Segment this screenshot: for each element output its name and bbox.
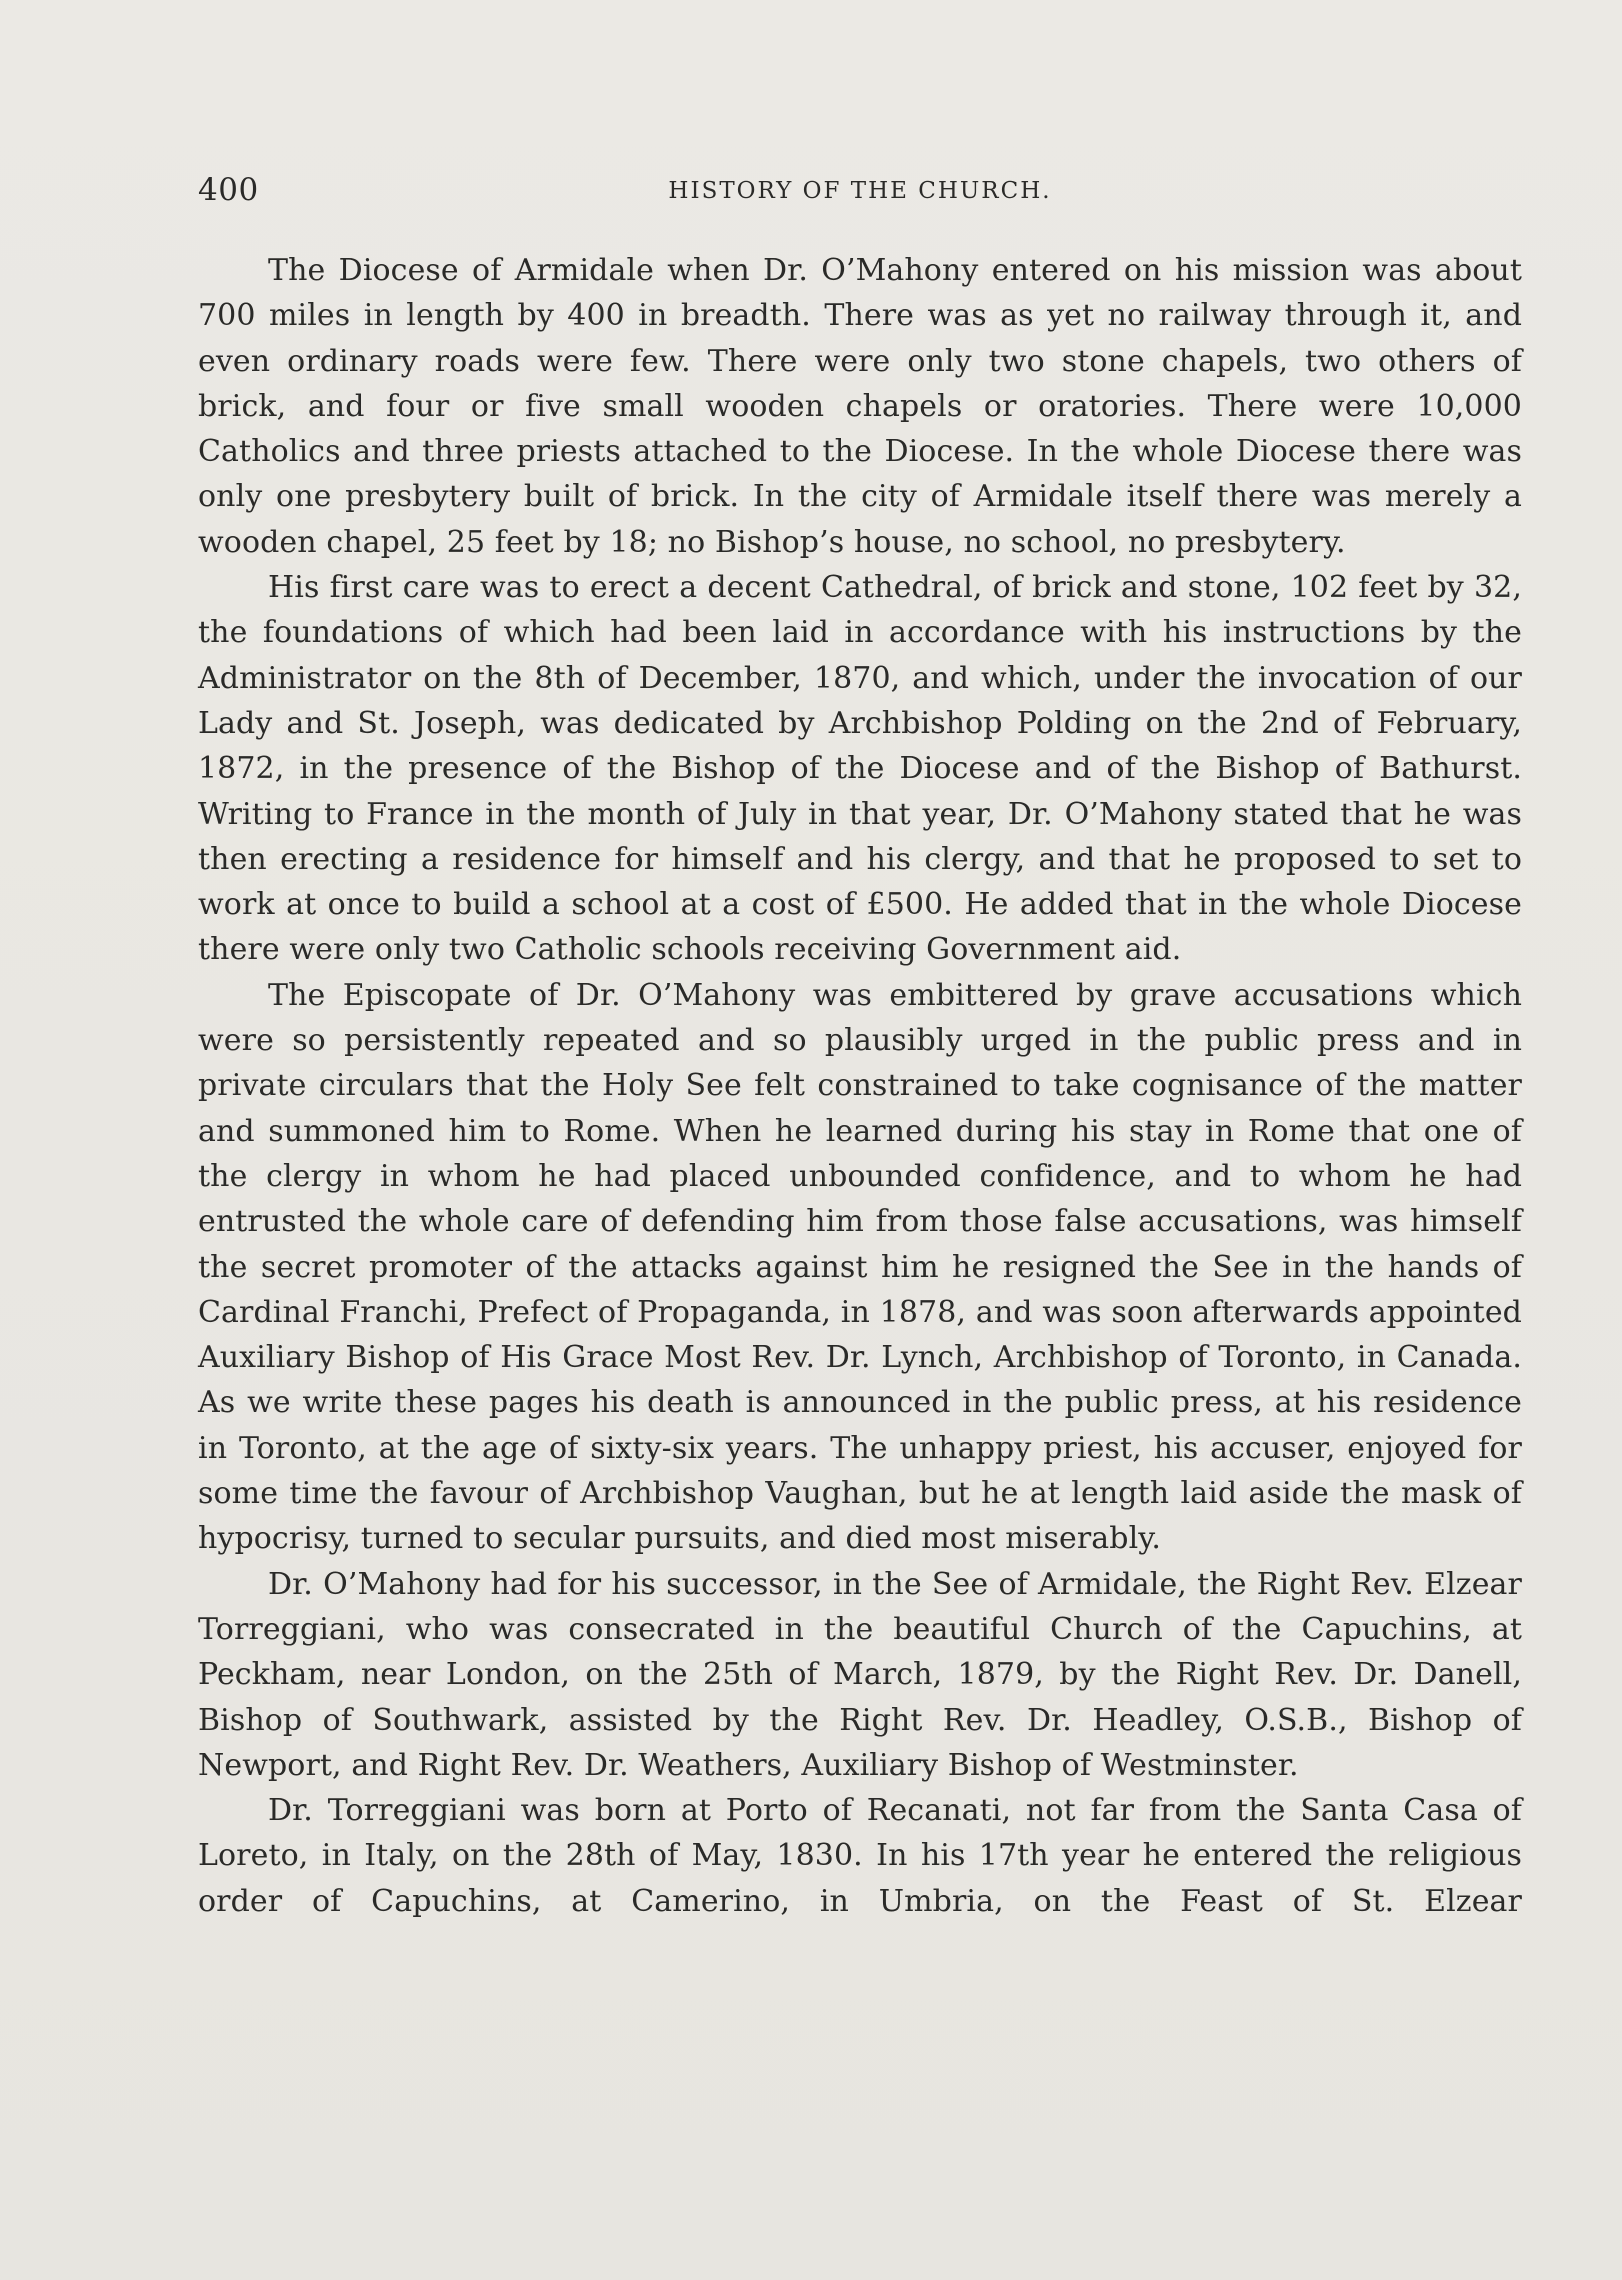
paragraph: His first care was to erect a decent Cathedral, of brick and stone, 102 feet by 32, the foundations of which had been laid in accordance with his instructions by the Administrator on the 8th of December, 1870, and which, under the invocation of our Lady and St. Joseph, was dedicated by Archbishop Polding on the 2nd of February, 1872, in the presence of the Bishop of the Diocese and of the Bishop of Bathurst. Writing to France in the month of July in that year, Dr. O’Mahony stated that he was then erecting a residence for himself and his clergy, and that he proposed to set to work at once to build a school at a cost of £500. He added that in the whole Diocese there were only two Catholic schools receiving Government aid. xyxy=(198,570,1522,968)
paragraph: Dr. Torreggiani was born at Porto of Recanati, not far from the Santa Casa of Loreto, in Italy, on the 28th of May, 1830. In his 17th year he entered the religious order of Capuchins, at Camerino, in Umbria, on the Feast of St. Elzear xyxy=(198,1793,1522,1919)
body-text xyxy=(198,248,1522,1924)
page-header xyxy=(198,172,1522,212)
paragraph: The Diocese of Armidale when Dr. O’Mahony entered on his mission was about 700 miles in length by 400 in breadth. There was as yet no railway through it, and even ordinary roads were few. There were only two stone chapels, two others of brick, and four or five small wooden chapels or oratories. There were 10,000 Catholics and three priests attached to the Diocese. In the whole Diocese there was only one presbytery built of brick. In the city of Armidale itself there was merely a wooden chapel, 25 feet by 18; no Bishop’s house, no school, no presbytery. xyxy=(198,253,1522,560)
paragraph: The Episcopate of Dr. O’Mahony was embittered by grave accusations which were so persistently repeated and so plausibly urged in the public press and in private circulars that the Holy See felt constrained to take cognisance of the matter and summoned him to Rome. When he learned during his stay in Rome that one of the clergy in whom he had placed unbounded confidence, and to whom he had entrusted the whole care of defending him from those false accusations, was himself the secret promoter of the attacks against him he resigned the See in the hands of Cardinal Franchi, Prefect of Propaganda, in 1878, and was soon afterwards appointed Auxiliary Bishop of His Grace Most Rev. Dr. Lynch, Archbishop of Toronto, in Canada. As we write these pages his death is announced in the public press, at his residence in Toronto, at the age of sixty-six years. The unhappy priest, his accuser, enjoyed for some time the favour of Archbishop Vaughan, but he at length laid aside the mask of hypocrisy, turned to secular pursuits, and died most miserably. xyxy=(198,977,1522,1557)
running-title: HISTORY OF THE CHURCH. xyxy=(668,178,1052,204)
paragraph: Dr. O’Mahony had for his successor, in the See of Armidale, the Right Rev. Elzear Torreggiani, who was consecrated in the beautiful Church of the Capuchins, at Peckham, near London, on the 25th of March, 1879, by the Right Rev. Dr. Danell, Bishop of Southwark, assisted by the Right Rev. Dr. Headley, O.S.B., Bishop of Newport, and Right Rev. Dr. Weathers, Auxiliary Bishop of Westminster. xyxy=(198,1566,1522,1783)
page-number: 400 xyxy=(198,172,259,208)
